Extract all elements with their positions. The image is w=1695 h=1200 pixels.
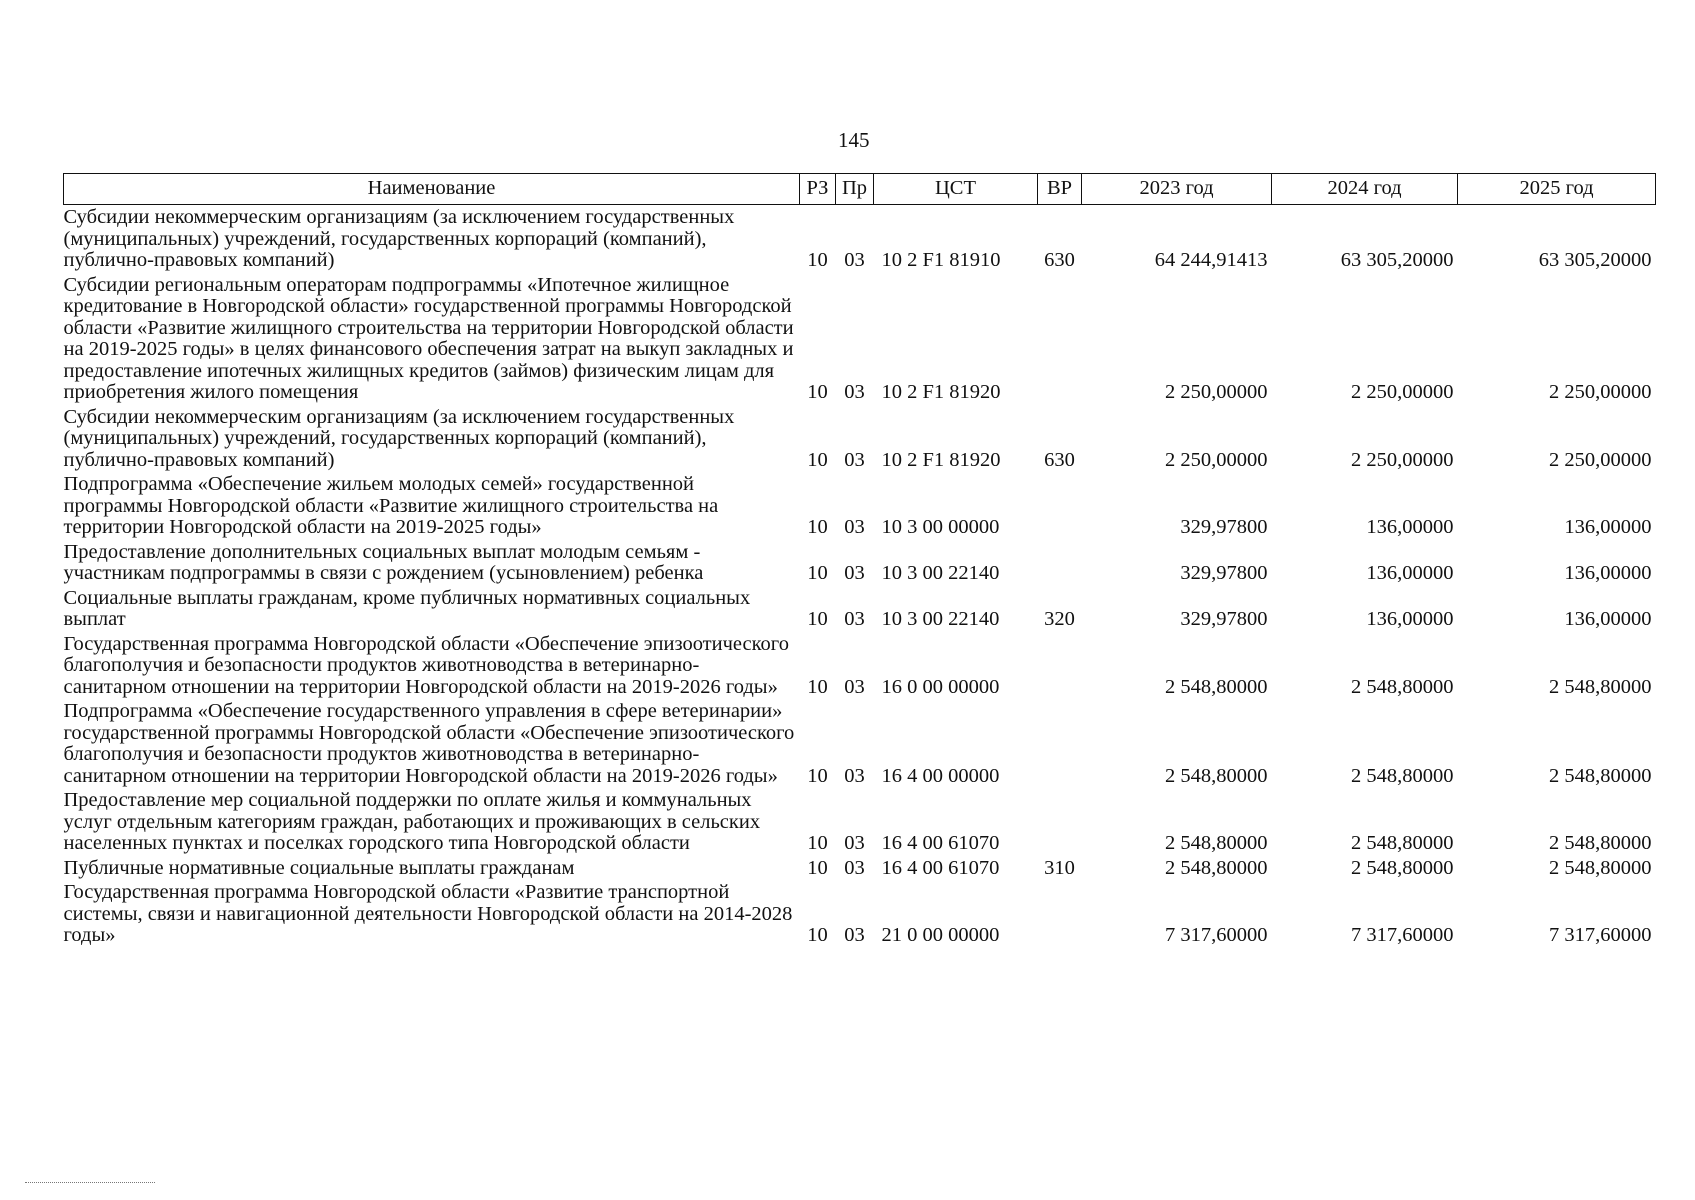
row-cst: 16 4 00 61070 [881,856,1000,879]
row-amount-2025: 2 548,80000 [1549,832,1652,854]
row-name: Субсидии некоммерческим организациям (за исключением государственных (муниципальных) учреждений, государственных корпораций (компаний), публично-правовых компаний) [63,405,735,471]
row-vr [1038,632,1082,700]
row-amount-2025: 2 548,80000 [1549,675,1652,698]
header-pr: Пр [836,174,874,205]
footer-rule [25,1182,155,1183]
row-pr: 03 [844,448,865,471]
page-number: 145 [838,128,870,152]
row-pr: 03 [844,516,865,538]
row-amount-2024: 136,00000 [1366,562,1454,584]
table-row [64,586,1656,632]
table-row [64,472,1656,540]
row-amount-2025: 2 250,00000 [1549,448,1652,471]
row-cst: 10 2 F1 81920 [881,448,1001,471]
row-name: Предоставление дополнительных социальных выплат молодым семьям - участникам подпрограммы в связи с рождением (усыновлением) ребенка [63,540,704,584]
row-cst: 16 4 00 61070 [881,832,1000,854]
row-amount-2024: 2 548,80000 [1351,675,1454,698]
row-amount-2024: 2 548,80000 [1351,764,1454,787]
row-vr [1038,788,1082,856]
row-cst: 16 4 00 00000 [881,764,1000,787]
row-amount-2023: 2 250,00000 [1165,381,1268,403]
row-pr: 03 [844,381,865,403]
row-amount-2024: 7 317,60000 [1351,924,1454,946]
row-name: Предоставление мер социальной поддержки по оплате жилья и коммунальных услуг отдельным категориям граждан, работающих и проживающих в сельских населенных пунктах и поселках городского типа Новгородской области [63,789,761,854]
row-cst: 10 3 00 00000 [881,516,1000,538]
row-pr: 03 [844,608,865,630]
row-amount-2023: 2 548,80000 [1165,832,1268,854]
row-cst: 10 3 00 22140 [881,562,1000,584]
table-row [64,540,1656,586]
row-pr: 03 [844,562,865,584]
row-amount-2025: 2 250,00000 [1549,381,1652,403]
header-rz: РЗ [800,174,836,205]
row-amount-2024: 136,00000 [1366,516,1454,538]
row-amount-2023: 2 548,80000 [1165,675,1268,698]
row-pr: 03 [844,249,865,271]
table-row [64,788,1656,856]
table-row [64,205,1656,273]
row-rz: 10 [807,516,828,538]
row-vr: 310 [1044,856,1075,879]
row-amount-2025: 2 548,80000 [1549,764,1652,787]
row-amount-2025: 136,00000 [1564,608,1652,630]
row-vr [1038,472,1082,540]
table-row [64,856,1656,881]
row-pr: 03 [844,856,865,879]
row-pr: 03 [844,832,865,854]
row-pr: 03 [844,924,865,946]
row-name: Подпрограмма «Обеспечение государственного управления в сфере ветеринарии» государственной программы Новгородской области «Обеспечение эпизоотического благополучия и безопасности продуктов животноводства в ветеринарно-санитарном отношении на территории Новгородской области на 2019-2026 годы» [63,700,795,787]
header-2023: 2023 год [1082,174,1272,205]
header-2024: 2024 год [1272,174,1458,205]
row-amount-2025: 7 317,60000 [1549,924,1652,946]
row-rz: 10 [807,832,828,854]
header-2025: 2025 год [1458,174,1656,205]
row-rz: 10 [807,675,828,698]
table-row [64,632,1656,700]
row-name: Публичные нормативные социальные выплаты гражданам [63,856,575,879]
row-amount-2023: 329,97800 [1180,562,1268,584]
row-name: Государственная программа Новгородской области «Обеспечение эпизоотического благополучия и безопасности продуктов животноводства в ветеринарно-санитарном отношении на территории Новгородской области на 2019-2026 годы» [63,632,789,698]
row-amount-2025: 136,00000 [1564,562,1652,584]
row-rz: 10 [807,856,828,879]
table-row [64,699,1656,788]
header-vr: ВР [1038,174,1082,205]
row-cst: 16 0 00 00000 [881,675,1000,698]
table-row [64,880,1656,948]
row-name: Государственная программа Новгородской области «Развитие транспортной системы, связи и навигационной деятельности Новгородской области на 2014-2028 годы» [63,881,793,946]
row-cst: 10 3 00 22140 [881,608,1000,630]
row-vr: 320 [1044,608,1075,630]
row-name: Субсидии некоммерческим организациям (за исключением государственных (муниципальных) учреждений, государственных корпораций (компаний), публично-правовых компаний) [63,206,735,271]
row-amount-2024: 136,00000 [1366,608,1454,630]
row-vr [1038,273,1082,405]
row-vr: 630 [1044,249,1075,271]
row-vr: 630 [1044,448,1075,471]
row-amount-2023: 329,97800 [1180,516,1268,538]
table-row [64,273,1656,405]
row-amount-2024: 2 548,80000 [1351,832,1454,854]
budget-table [63,173,1656,948]
row-amount-2023: 2 548,80000 [1165,764,1268,787]
row-vr [1038,699,1082,788]
row-amount-2025: 2 548,80000 [1549,856,1652,879]
row-amount-2023: 329,97800 [1180,608,1268,630]
row-vr [1038,540,1082,586]
row-cst: 10 2 F1 81910 [881,249,1001,271]
row-amount-2024: 2 250,00000 [1351,381,1454,403]
row-rz: 10 [807,924,828,946]
row-pr: 03 [844,764,865,787]
row-rz: 10 [807,249,828,271]
row-amount-2024: 2 250,00000 [1351,448,1454,471]
row-vr [1038,880,1082,948]
row-name: Субсидии региональным операторам подпрограммы «Ипотечное жилищное кредитование в Новгородской области» государственной программы Новгородской области «Развитие жилищного строительства на территории Новгородской области на 2019-2025 годы» в целях финансового обеспечения затрат на выкуп закладных и предоставление ипотечных жилищных кредитов (займов) физическим лицам для приобретения жилого помещения [63,273,794,403]
row-cst: 21 0 00 00000 [881,924,1000,946]
row-amount-2024: 63 305,20000 [1340,249,1454,271]
row-name: Подпрограмма «Обеспечение жильем молодых семей» государственной программы Новгородской области «Развитие жилищного строительства на территории Новгородской области на 2019-2025 годы» [63,473,719,538]
table-row [64,405,1656,473]
header-name: Наименование [64,174,800,205]
row-amount-2025: 136,00000 [1564,516,1652,538]
row-rz: 10 [807,764,828,787]
header-cst: ЦСТ [874,174,1038,205]
row-amount-2025: 63 305,20000 [1538,249,1652,271]
row-rz: 10 [807,608,828,630]
row-amount-2023: 64 244,91413 [1154,249,1268,271]
row-cst: 10 2 F1 81920 [881,381,1001,403]
row-rz: 10 [807,562,828,584]
row-rz: 10 [807,381,828,403]
row-amount-2023: 2 250,00000 [1165,448,1268,471]
row-amount-2023: 2 548,80000 [1165,856,1268,879]
row-pr: 03 [844,675,865,698]
row-amount-2024: 2 548,80000 [1351,856,1454,879]
row-name: Социальные выплаты гражданам, кроме публичных нормативных социальных выплат [63,586,751,630]
table-header-row [64,174,1656,205]
row-amount-2023: 7 317,60000 [1165,924,1268,946]
row-rz: 10 [807,448,828,471]
